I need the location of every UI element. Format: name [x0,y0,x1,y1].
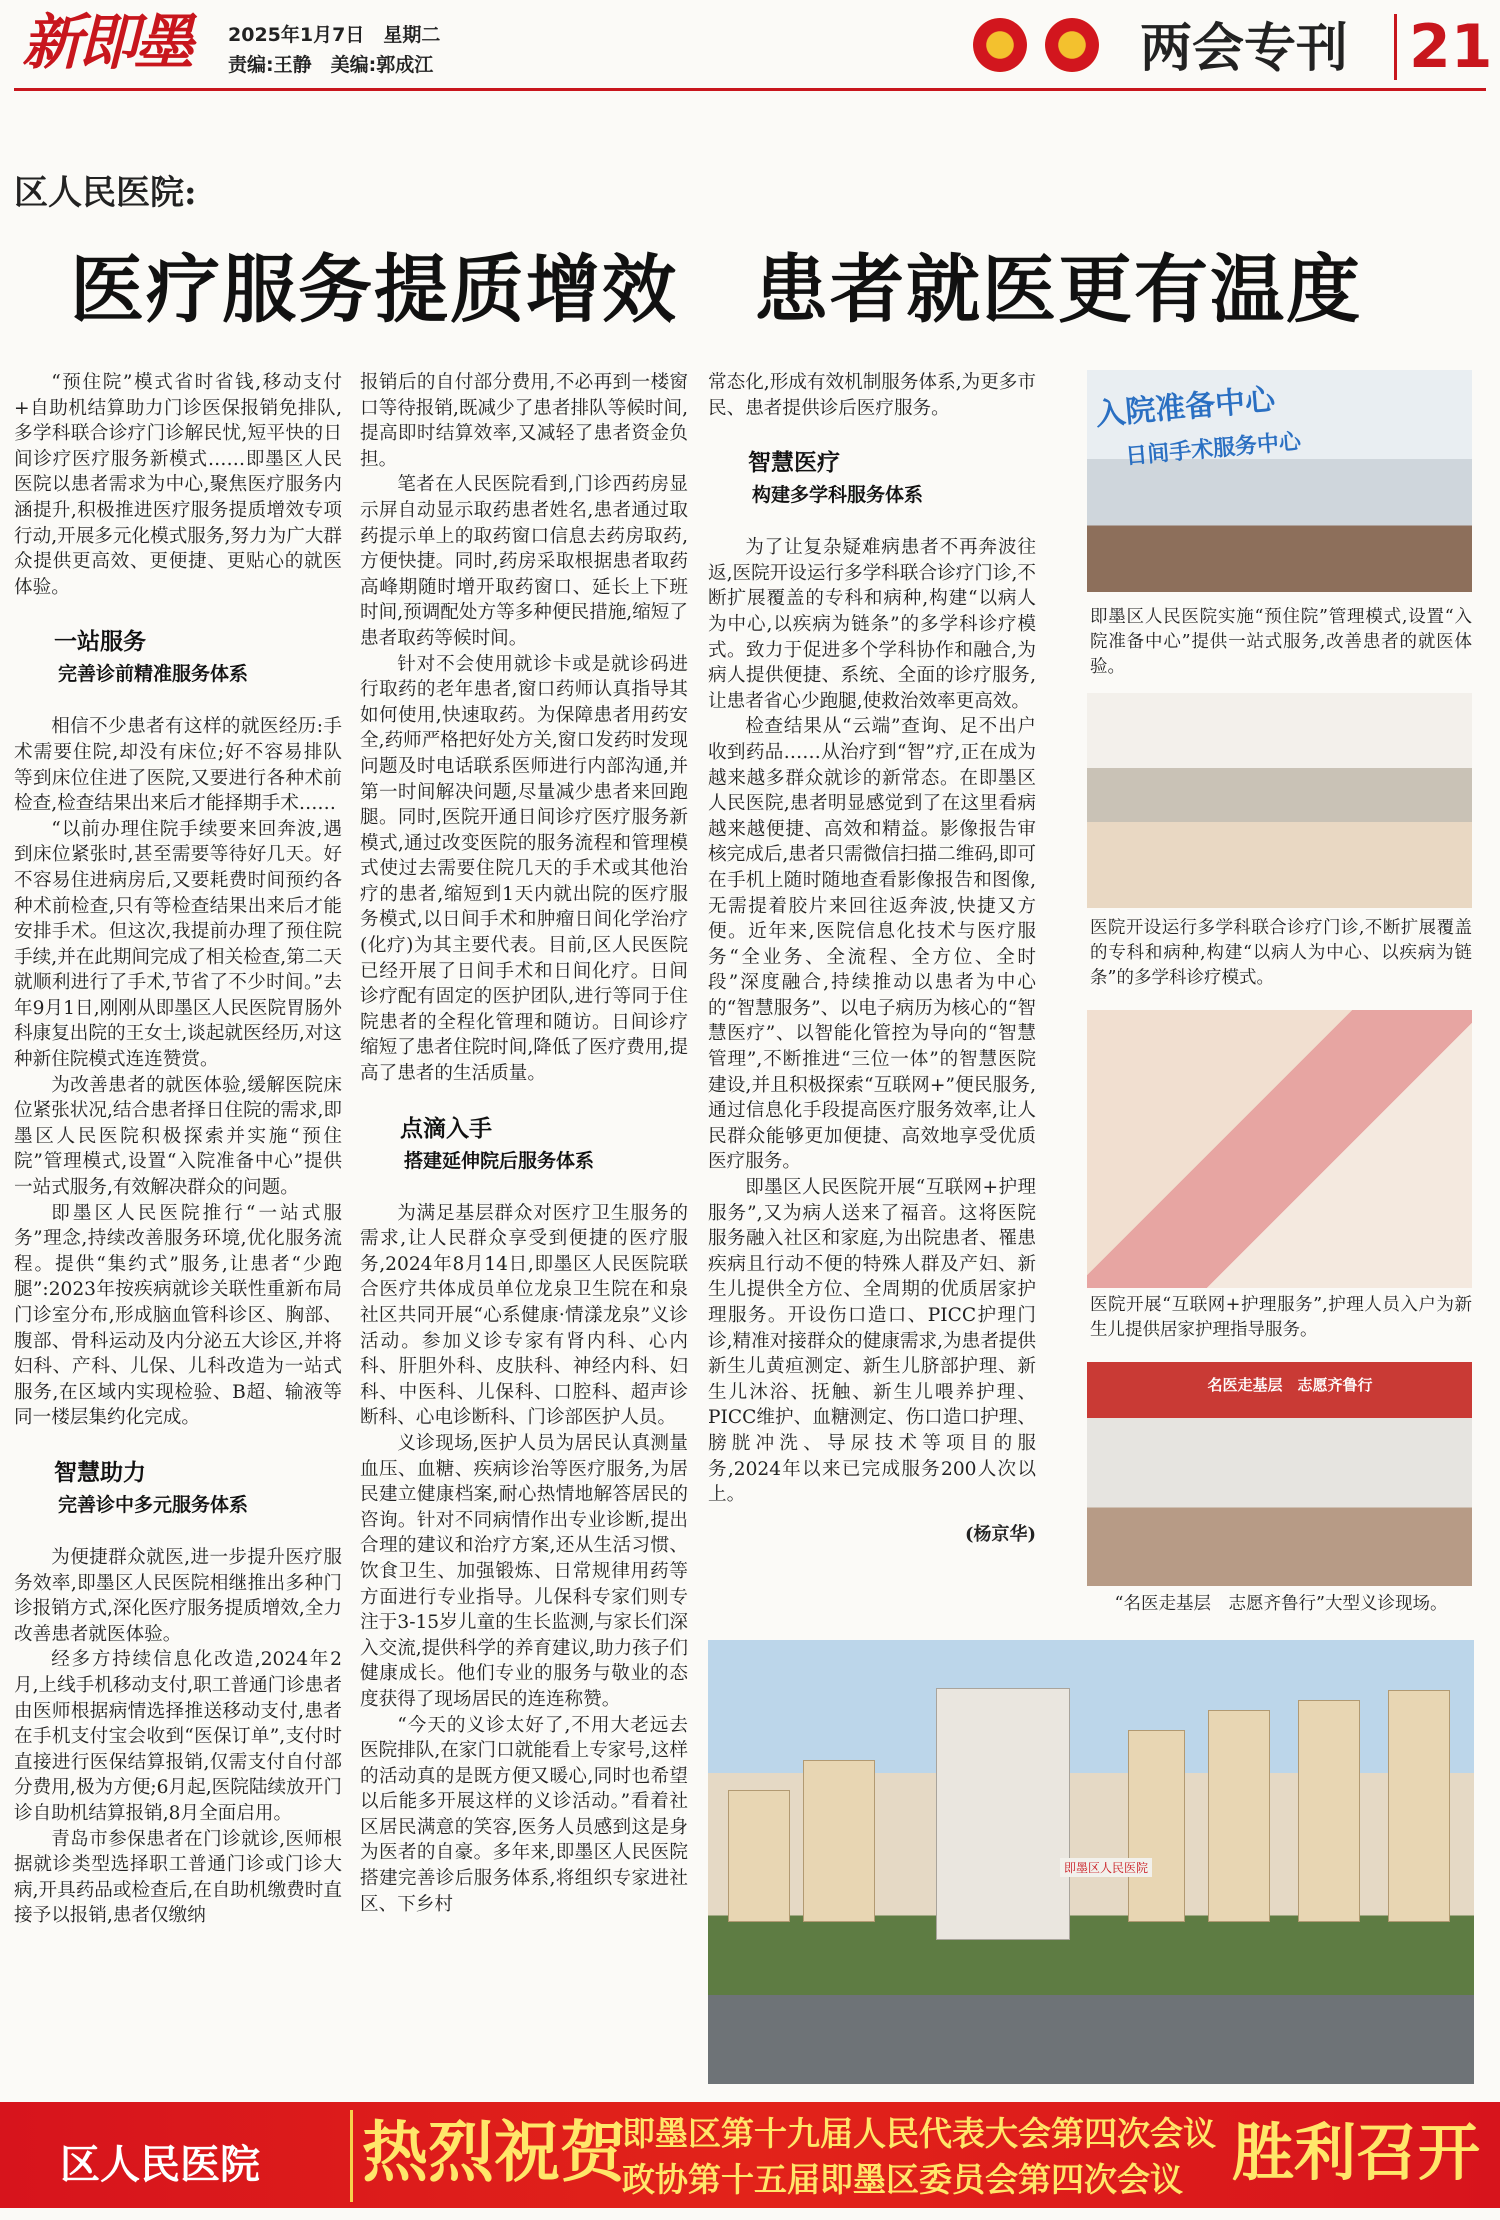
paragraph: 检查结果从“云端”查询、足不出户收到药品……从治疗到“智”疗,正在成为越来越多群众就诊的新常态。在即墨区人民医院,患者明显感觉到了在这里看病越来越便捷、高效和精益。影像报告审核完成后,患者只需微信扫描二维码,即可在手机上随时随地查看影像报告和图像,无需提着胶片来回往返奔波,快捷又方便。近年来,医院信息化技术与医疗服务“全业务、全流程、全方位、全时段”深度融合,持续推动以患者为中心的“智慧服务”、以电子病历为核心的“智慧医疗”、以智能化管控为导向的“智慧管理”,不断推进“三位一体”的智慧医院建设,并且积极探索“互联网+”便民服务,通过信息化手段提高医疗服务效率,让人民群众能够更加便捷、高效地享受优质医疗服务。 [708,716,1036,1173]
paragraph: 义诊现场,医护人员为居民认真测量血压、血糖、疾病诊治等医疗服务,为居民建立健康档案,耐心热情地解答居民的咨询。针对不同病情作出专业诊断,提出合理的建议和治疗方案,还从生活习惯、饮食卫生、加强锻炼、日常规律用药等方面进行专业指导。儿保科专家们则专注于3-15岁儿童的生长监测,与家长们深入交流,提供科学的养育建议,助力孩子们健康成长。他们专业的服务与敬业的态度获得了现场居民的连连称赞。 [360,1432,688,1710]
paragraph: 为便捷群众就医,进一步提升医疗服务效率,即墨区人民医院相继推出多种门诊报销方式,深化医疗服务提质增效,全力改善患者就医体验。 [14,1546,342,1645]
section-subtitle: 完善诊中多元服务体系 [58,1493,249,1516]
photo-sign-main: 入院准备中心 [1094,382,1277,433]
paragraph: 为满足基层群众对医疗卫生服务的需求,让人民群众享受到便捷的医疗服务,2024年8月14日,即墨区人民医院联合医疗共体成员单位龙泉卫生院在和泉社区共同开展“心系健康·情漾龙泉”义诊活动。参加义诊专家有肾内科、心内科、肝胆外科、皮肤科、神经内科、妇科、中医科、儿保科、口腔科、超声诊断科、心电诊断科、门诊部医护人员。 [360,1202,688,1429]
photo-sign-sub: 日间手术服务中心 [1124,429,1302,470]
footer-org-name: 区人民医院 [60,2142,260,2188]
building [803,1760,875,1922]
photo-hospital-aerial [708,1640,1474,2084]
paragraph: 即墨区人民医院推行“一站式服务”理念,持续改善服务环境,优化服务流程。提供“集约式”服务,让患者“少跑腿”:2023年按疾病就诊关联性重新布局门诊室分布,形成脑血管科诊区、胸部、腹部、骨科运动及内分泌五大诊区,并将妇科、产科、儿保、儿科改造为一站式服务,在区域内实现检验、B超、输液等同一楼层集约化完成。 [14,1202,342,1429]
paragraph: 为了让复杂疑难病患者不再奔波往返,医院开设运行多学科联合诊疗门诊,不断扩展覆盖的专科和病种,构建“以病人为中心,以疾病为链条”的多学科诊疗模式。致力于促进多个学科协作和融合,为病人提供便捷、系统、全面的诊疗服务,让患者省心少跑腿,使救治效率更高效。 [708,537,1036,712]
footer-cheer: 热烈祝贺 [362,2114,626,2191]
photo-caption: 即墨区人民医院实施“预住院”管理模式,设置“入院准备中心”提供一站式服务,改善患者的就医体验。 [1090,607,1472,677]
article-column-1 [14,370,342,1929]
paragraph: 青岛市参保患者在门诊就诊,医师根据就诊类型选择职工普通门诊或门诊大病,开具药品或检查后,在自助机缴费时直接予以报销,患者仅缴纳 [14,1828,342,1927]
photo-multidisciplinary-clinic [1087,693,1472,908]
newspaper-logo: 新即墨 [22,8,190,78]
section-title: 智慧医疗 [748,450,840,477]
article-headline: 医疗服务提质增效 患者就医更有温度 [70,247,1362,333]
article-kicker: 区人民医院: [14,173,197,213]
building [1208,1710,1270,1922]
building [1128,1730,1185,1922]
photo-caption: “名医走基层 志愿齐鲁行”大型义诊现场。 [1114,1594,1448,1614]
cppcc-emblem-icon [1045,18,1099,72]
photo-banner-text: 名医走基层 志愿齐鲁行 [1207,1376,1373,1394]
page-number: 21 [1394,14,1493,80]
footer-congress-line: 即墨区第十九届人民代表大会第四次会议 [622,2114,1216,2153]
photo-caption: 医院开设运行多学科联合诊疗门诊,不断扩展覆盖的专科和病种,构建“以病人为中心、以疾病为链条”的多学科诊疗模式。 [1090,918,1472,988]
editor-credits: 责编:王静 美编:郭成江 [228,54,434,76]
building [1388,1690,1450,1922]
paragraph: 经多方持续信息化改造,2024年2月,上线手机移动支付,职工普通门诊患者由医师根据病情选择推送移动支付,患者在手机支付宝会收到“医保订单”,支付时直接进行医保结算报销,仅需支付自付部分费用,极为方便;6月起,医院陆续放开门诊自助机结算报销,8月全面启用。 [14,1649,342,1824]
paragraph: 相信不少患者有这样的就医经历:手术需要住院,却没有床位;好不容易排队等到床位住进了医院,又要进行各种术前检查,检查结果出来后才能择期手术…… [14,716,342,815]
photo-admission-center [1087,370,1472,592]
footer-success: 胜利召开 [1232,2116,1481,2189]
masthead-rule [14,88,1486,91]
article-byline: (杨京华) [964,1523,1036,1545]
section-title: 一站服务 [54,629,146,656]
paragraph: 报销后的自付部分费用,不必再到一楼窗口等待报销,既减少了患者排队等候时间,提高即时结算效率,又减轻了患者资金负担。 [360,372,688,470]
building [1298,1700,1360,1922]
hospital-tower [936,1688,1070,1940]
section-subtitle: 构建多学科服务体系 [752,484,924,507]
article-column-2 [360,370,688,1917]
hospital-roof-sign: 即墨区人民医院 [1060,1858,1152,1877]
paragraph: “今天的义诊太好了,不用大老远去医院排队,在家门口就能看上专家号,这样的活动真的是既方便又暖心,同时也希望以后能多开展这样的义诊活动。”看着社区居民满意的笑容,医务人员感到这是身为医者的自豪。多年来,即墨区人民医院搭建完善诊后服务体系,将组织专家进社区、下乡村 [360,1714,688,1915]
national-emblem-icon [973,18,1027,72]
photo-caption: 医院开展“互联网+护理服务”,护理人员入户为新生儿提供居家护理指导服务。 [1090,1295,1472,1340]
paragraph: 针对不会使用就诊卡或是就诊码进行取药的老年患者,窗口药师认真指导其如何使用,快速取药。为保障患者用药安全,药师严格把好处方关,窗口发药时发现问题及时电话联系医师进行内部沟通,并第一时间解决问题,尽量减少患者来回跑腿。同时,医院开通日间诊疗医疗服务新模式,通过改变医院的服务流程和管理模式使过去需要住院几天的手术或其他治疗的患者,缩短到1天内就出院的医疗服务模式,以日间手术和肿瘤日间化学治疗(化疗)为其主要代表。目前,区人民医院已经开展了日间手术和日间化疗。日间诊疗配有固定的医护团队,进行等同于住院患者的全程化管理和随访。日间诊疗缩短了患者住院时间,降低了医疗费用,提高了患者的生活质量。 [360,653,688,1085]
section-subtitle: 完善诊前精准服务体系 [58,663,249,686]
footer-divider [350,2110,353,2202]
issue-date: 2025年1月7日 星期二 [228,24,441,46]
section-title: 点滴入手 [400,1115,492,1142]
paragraph: 即墨区人民医院开展“互联网+护理服务”,又为病人送来了福音。这将医院服务融入社区和家庭,为出院患者、罹患疾病且行动不便的特殊人群及产妇、新生儿提供全方位、全周期的优质居家护理服务。开设伤口造口、PICC护理门诊,精准对接群众的健康需求,为患者提供新生儿黄疸测定、新生儿脐部护理、新生儿沐浴、抚触、新生儿喂养护理、PICC维护、血糖测定、伤口造口护理、膀胱冲洗、导尿技术等项目的服务,2024年以来已完成服务200人次以上。 [708,1177,1036,1506]
article-column-3 [708,370,1036,1547]
building [728,1790,790,1922]
photo-free-clinic [1087,1362,1472,1586]
section-subtitle: 搭建延伸院后服务体系 [404,1149,595,1172]
edition-name: 两会专刊 [1140,19,1349,79]
paragraph: “预住院”模式省时省钱,移动支付+自助机结算助力门诊医保报销免排队,多学科联合诊疗门诊解民忧,短平快的日间诊疗医疗服务新模式……即墨区人民医院以患者需求为中心,聚焦医疗服务内涵提升,积极推进医疗服务提质增效专项行动,开展多元化模式服务,努力为广大群众提供更高效、更便捷、更贴心的就医体验。 [14,372,342,598]
paragraph: 常态化,形成有效机制服务体系,为更多市民、患者提供诊后医疗服务。 [708,372,1036,419]
footer-cppcc-line: 政协第十五届即墨区委员会第四次会议 [622,2160,1183,2199]
paragraph: 笔者在人民医院看到,门诊西药房显示屏自动显示取药患者姓名,患者通过取药提示单上的取药窗口信息去药房取药,方便快捷。同时,药房采取根据患者取药高峰期随时增开取药窗口、延长上下班时间,预调配处方等多种便民措施,缩短了患者取药等候时间。 [360,474,688,649]
paragraph: “以前办理住院手续要来回奔波,遇到床位紧张时,甚至需要等待好几天。好不容易住进病房后,又要耗费时间预约各种术前检查,只有等检查结果出来后才能安排手术。但这次,我提前办理了预住院手续,并在此期间完成了相关检查,第二天就顺利进行了手术,节省了不少时间。”去年9月1日,刚刚从即墨区人民医院胃肠外科康复出院的王女士,谈起就医经历,对这种新住院模式连连赞赏。 [14,818,342,1071]
section-title: 智慧助力 [54,1459,146,1486]
photo-home-nursing [1087,1010,1472,1288]
paragraph: 为改善患者的就医体验,缓解医院床位紧张状况,结合患者择日住院的需求,即墨区人民医院积极探索并实施“预住院”管理模式,设置“入院准备中心”提供一站式服务,有效解决群众的问题。 [14,1074,342,1199]
